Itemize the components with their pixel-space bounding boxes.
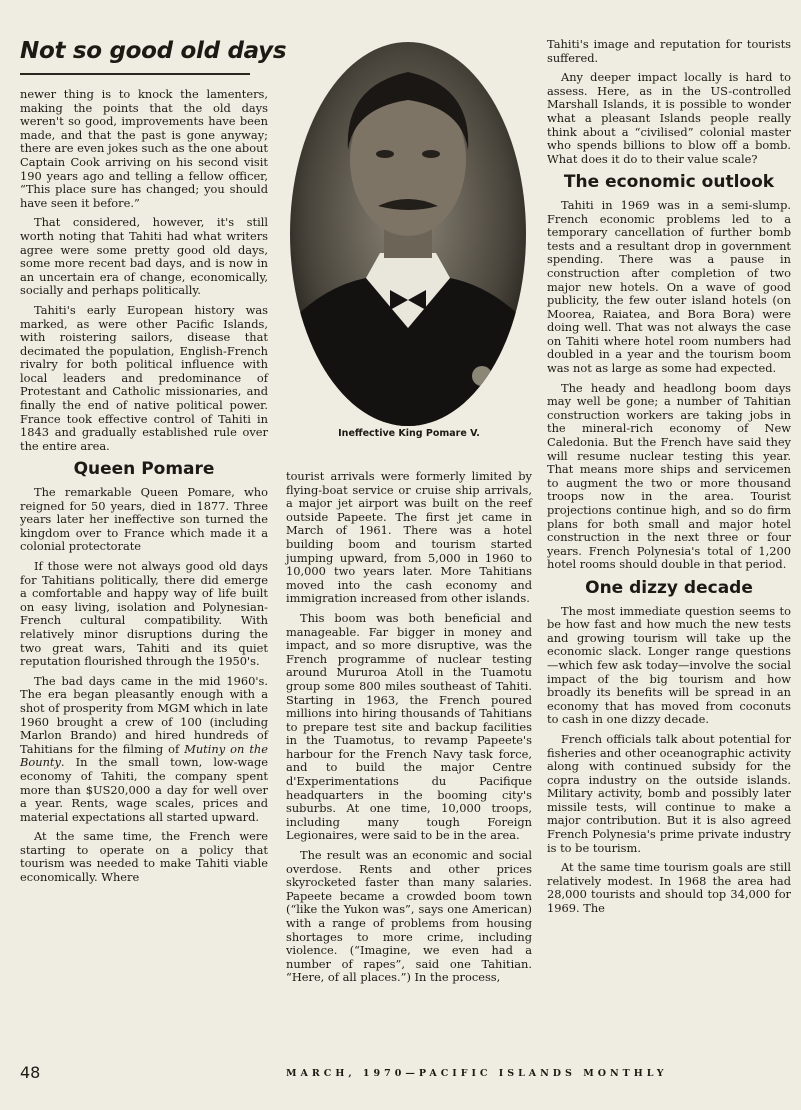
right-column	[547, 38, 791, 922]
paragraph: Any deeper impact locally is hard to assess. Here, as in the US-controlled Marshall Islands, it is possible to wonder what a pleasant Islands people really think about a “civilised” colonial master who spends billions to blow off a bomb. What does it do to their value scale?	[547, 70, 791, 166]
title-underline	[20, 73, 250, 75]
left-column	[20, 88, 268, 891]
paragraph: French officials talk about potential for fisheries and other oceanographic activity along with continued subsidy for the copra industry on the outside islands. Military activity, bomb and possibly later missile tests, will continue to make a major contribution. But it is also agreed French Polynesia's prime private industry is to be tourism.	[547, 731, 791, 855]
paragraph: The remarkable Queen Pomare, who reigned for 50 years, died in 1877. Three years later her ineffective son turned the kingdom over to France which made it a colonial protectorate	[20, 485, 268, 554]
running-footer: MARCH, 1970—PACIFIC ISLANDS MONTHLY	[286, 1068, 668, 1079]
section-heading: The economic outlook	[563, 172, 775, 193]
paragraph: Tahiti's image and reputation for tourists suffered.	[547, 37, 791, 65]
paragraph: Tahiti's early European history was marked, as were other Pacific Islands, with roistering sailors, disease that decimated the population, English-French rivalry for both political influence with local leaders and predominance of Protestant and Catholic missionaries, and finally the end of native political power. France took effective control of Tahiti in 1843 and gradually established rule over the entire area.	[20, 302, 268, 453]
paragraph: Tahiti in 1969 was in a semi-slump. French economic problems led to a temporary cancellation of further bomb tests and a resultant drop in government spending. There was a pause in construction after completion of two major new hotels. On a wave of good publicity, the few outer island hotels (on Moorea, Raiatea, and Bora Bora) were doing well. That was not always the case on Tahiti where hotel room numbers had doubled in a year and the tourism boom was not as large as some had expected.	[547, 197, 791, 376]
paragraph: tourist arrivals were formerly limited by flying-boat service or cruise ship arrivals, a major jet airport was built on the reef outside Papeete. The first jet came in March of 1961. There was a hotel building boom and tourism started jumping upward, from 5,000 in 1960 to 10,000 two years later. More Tahitians moved into the cash economy and immigration increased from other islands.	[286, 469, 532, 606]
film-title: Mutiny on the Bounty	[20, 741, 269, 770]
paragraph: At the same time tourism goals are still relatively modest. In 1968 the area had 28,000 tourists and should top 34,000 for 1969. The	[547, 860, 791, 916]
paragraph: The most immediate question seems to be how fast and how much the new tests and growing tourism will take up the economic slack. Longer range questions—which few ask today—involve the social impact of the big tourism and how broadly its benefits will be spread in an economy that has moved from coconuts to cash in one dizzy decade.	[547, 603, 791, 727]
paragraph: The heady and headlong boom days may well be gone; a number of Tahitian construction workers are taking jobs in the mineral-rich economy of New Caledonia. But the French have said they will resume nuclear testing this year. That means more ships and servicemen to augment the two or more thousand troops now in the area. Tourist projections continue high, and so do firm plans for both small and major hotel construction in the next three or four years. French Polynesia's total of 1,200 hotel rooms should double in that period.	[547, 380, 791, 572]
paragraph: newer thing is to knock the lamenters, making the points that the old days weren't so good, improvements have been made, and that the past is gone anyway; there are even jokes such as the one about Captain Cook arriving on his second visit 190 years ago and telling a fellow officer, “This place sure has changed; you should have seen it before.”	[20, 87, 268, 210]
section-heading: One dizzy decade	[585, 577, 753, 598]
paragraph: This boom was both beneficial and manageable. Far bigger in money and impact, and so more disruptive, was the French programme of nuclear testing around Mururoa Atoll in the Tuamotu group some 800 miles southeast of Tahiti. Starting in 1963, the French poured millions into hiring thousands of Tahitians to prepare test site and backup facilities in the Tuamotus, to revamp Papeete's harbour for the French Navy task force, and to build the major Centre d'Experimentations du Pacifique headquarters in the booming city's suburbs. At one time, 10,000 troops, including many tough Foreign Legionaires, were said to be in the area.	[286, 610, 532, 843]
paragraph: That considered, however, it's still worth noting that Tahiti had what writers agree were some pretty good old days, some more recent bad days, and is now in an uncertain era of change, economically, socially and perhaps politically.	[20, 215, 268, 298]
page-number: 48	[20, 1063, 41, 1082]
paragraph: If those were not always good old days for Tahitians politically, there did emerge a comfortable and happy way of life built on easy living, isolation and Polynesian-French cultural compatibility. With relatively minor disruptions during the two great wars, Tahiti and its quiet reputation flourished through the 1950's.	[20, 559, 268, 669]
paragraph	[20, 675, 268, 825]
paragraph-text: . In the small town, low-wage economy of Tahiti, the company spent more than $US20,000 a day for well over a year. Rents, wage scales, prices and material expectations all started upward.	[20, 755, 268, 824]
portrait-image	[286, 38, 530, 430]
portrait-caption: Ineffective King Pomare V.	[338, 428, 480, 439]
section-heading: Queen Pomare	[73, 459, 215, 480]
paragraph: The result was an economic and social overdose. Rents and other prices skyrocketed faster than many salaries. Papeete became a crowded boom town (“like the Yukon was”, says one American) with a range of problems from housing shortages to more crime, including violence. (“Imagine, we even had a number of rapes”, said one Tahitian. “Here, of all places.”) In the process,	[286, 848, 532, 985]
paragraph-text: The bad days came in the mid 1960's. The era began pleasantly enough with a shot of prosperity from MGM which in late 1960 brought a crew of 100 (including Marlon Brando) and hired hundreds of Tahitians for the filming of	[20, 673, 268, 756]
middle-column	[286, 470, 532, 991]
article-title: Not so good old days	[20, 38, 287, 64]
paragraph: At the same time, the French were starting to operate on a policy that tourism was needed to make Tahiti viable economically. Where	[20, 829, 268, 885]
